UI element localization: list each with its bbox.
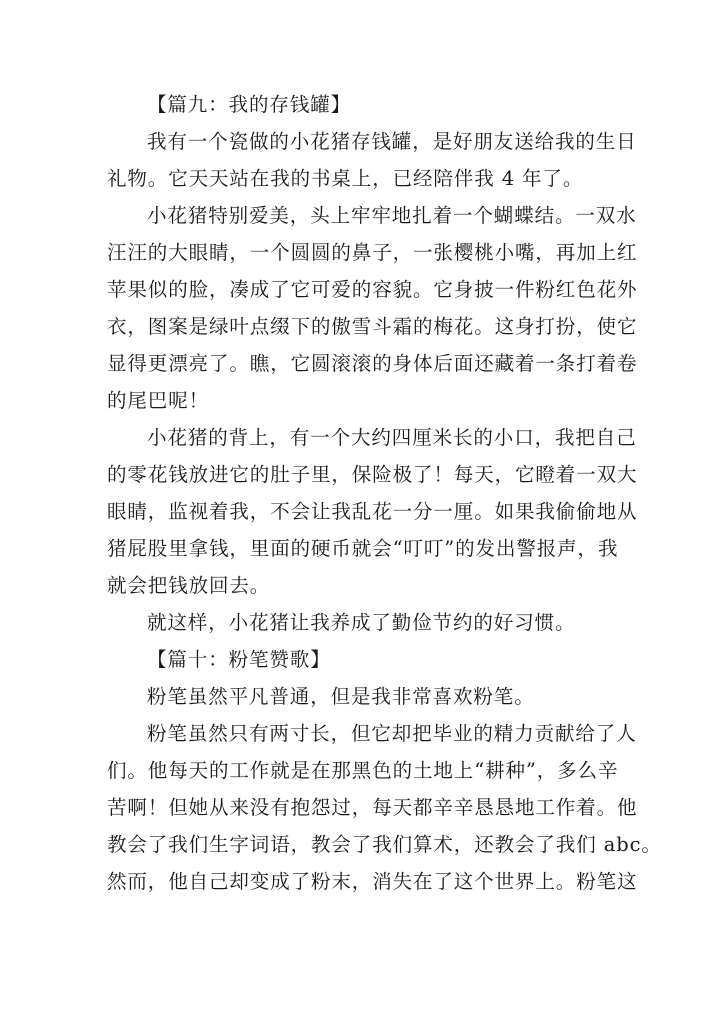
paragraph-line: 教会了我们生字词语，教会了我们算术，还教会了我们 abc。 [107,833,662,856]
section-heading-10: 【篇十：粉笔赞歌】 [147,648,331,671]
paragraph-line: 眼睛，监视着我，不会让我乱花一分一厘。如果我偷偷地从 [107,500,638,523]
document-body [107,86,662,900]
paragraph-line: 汪汪的大眼睛，一个圆圆的鼻子，一张樱桃小嘴，再加上红 [107,241,638,264]
paragraph-line: 小花猪特别爱美，头上牢牢地扎着一个蝴蝶结。一双水 [147,204,637,227]
section-heading-9: 【篇九：我的存钱罐】 [147,93,352,116]
paragraph-line: 粉笔虽然平凡普通，但是我非常喜欢粉笔。 [147,685,535,708]
paragraph-line: 们。他每天的工作就是在那黑色的土地上“耕种”，多么辛 [107,759,619,782]
paragraph-line: 苦啊！但她从来没有抱怨过，每天都辛辛恳恳地工作着。他 [107,796,638,819]
paragraph-line: 就会把钱放回去。 [107,574,271,597]
paragraph-line: 的零花钱放进它的肚子里，保险极了！每天，它瞪着一双大 [107,463,638,486]
paragraph-line: 小花猪的背上，有一个大约四厘米长的小口，我把自己 [147,426,637,449]
paragraph-line: 就这样，小花猪让我养成了勤俭节约的好习惯。 [147,611,576,634]
paragraph-line: 衣，图案是绿叶点缀下的傲雪斗霜的梅花。这身打扮，使它 [107,315,638,338]
paragraph-line: 显得更漂亮了。瞧，它圆滚滚的身体后面还藏着一条打着卷 [107,352,638,375]
paragraph-line: 猪屁股里拿钱，里面的硬币就会“叮叮”的发出警报声，我 [107,537,619,560]
paragraph-line: 礼物。它天天站在我的书桌上，已经陪伴我 4 年了。 [107,167,584,190]
paragraph-line: 然而，他自己却变成了粉末，消失在了这个世界上。粉笔这 [107,870,638,893]
paragraph-line: 的尾巴呢！ [107,389,210,412]
paragraph-line: 苹果似的脸，凑成了它可爱的容貌。它身披一件粉红色花外 [107,278,638,301]
paragraph-line: 我有一个瓷做的小花猪存钱罐，是好朋友送给我的生日 [147,130,637,153]
paragraph-line: 粉笔虽然只有两寸长，但它却把毕业的精力贡献给了人 [147,722,637,745]
